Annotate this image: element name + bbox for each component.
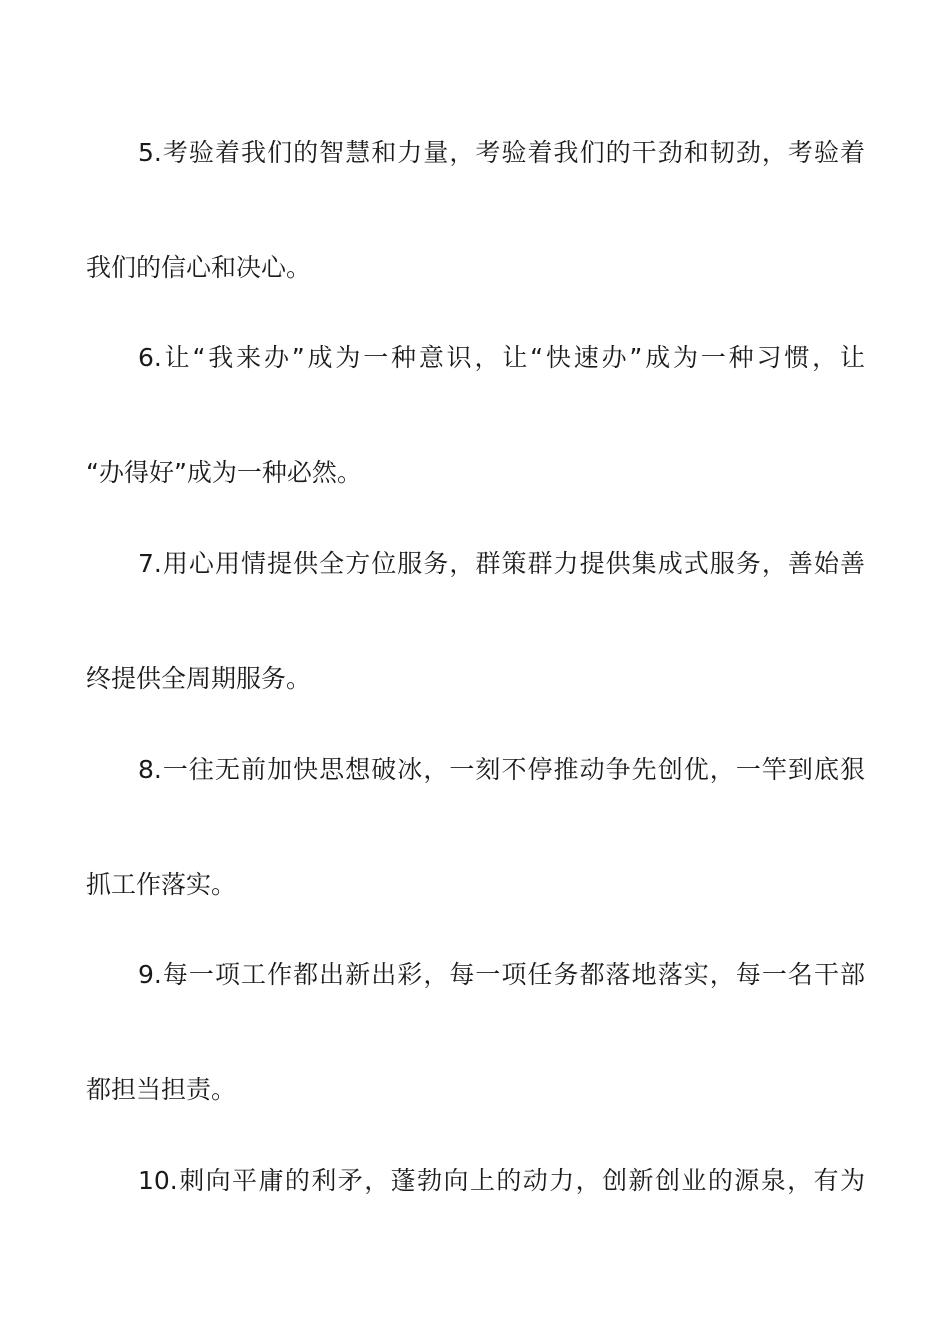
paragraph-8-line-2: 抓工作落实。 bbox=[86, 870, 237, 899]
paragraph-10-line-1: 10.刺向平庸的利矛，蓬勃向上的动力，创新创业的源泉，有为 bbox=[138, 1166, 865, 1195]
paragraph-5-line-1: 5.考验着我们的智慧和力量，考验着我们的干劲和韧劲，考验着 bbox=[138, 138, 865, 167]
paragraph-6-line-1: 6.让“我来办”成为一种意识，让“快速办”成为一种习惯，让 bbox=[138, 343, 865, 372]
paragraph-9-line-1: 9.每一项工作都出新出彩，每一项任务都落地落实，每一名干部 bbox=[138, 960, 865, 989]
paragraph-6-line-2: “办得好”成为一种必然。 bbox=[86, 458, 362, 487]
paragraph-7-line-2: 终提供全周期服务。 bbox=[86, 664, 312, 693]
paragraph-5-line-2: 我们的信心和决心。 bbox=[86, 253, 312, 282]
paragraph-8-line-1: 8.一往无前加快思想破冰，一刻不停推动争先创优，一竿到底狠 bbox=[138, 755, 865, 784]
paragraph-7-line-1: 7.用心用情提供全方位服务，群策群力提供集成式服务，善始善 bbox=[138, 549, 865, 578]
paragraph-9-line-2: 都担当担责。 bbox=[86, 1075, 237, 1104]
